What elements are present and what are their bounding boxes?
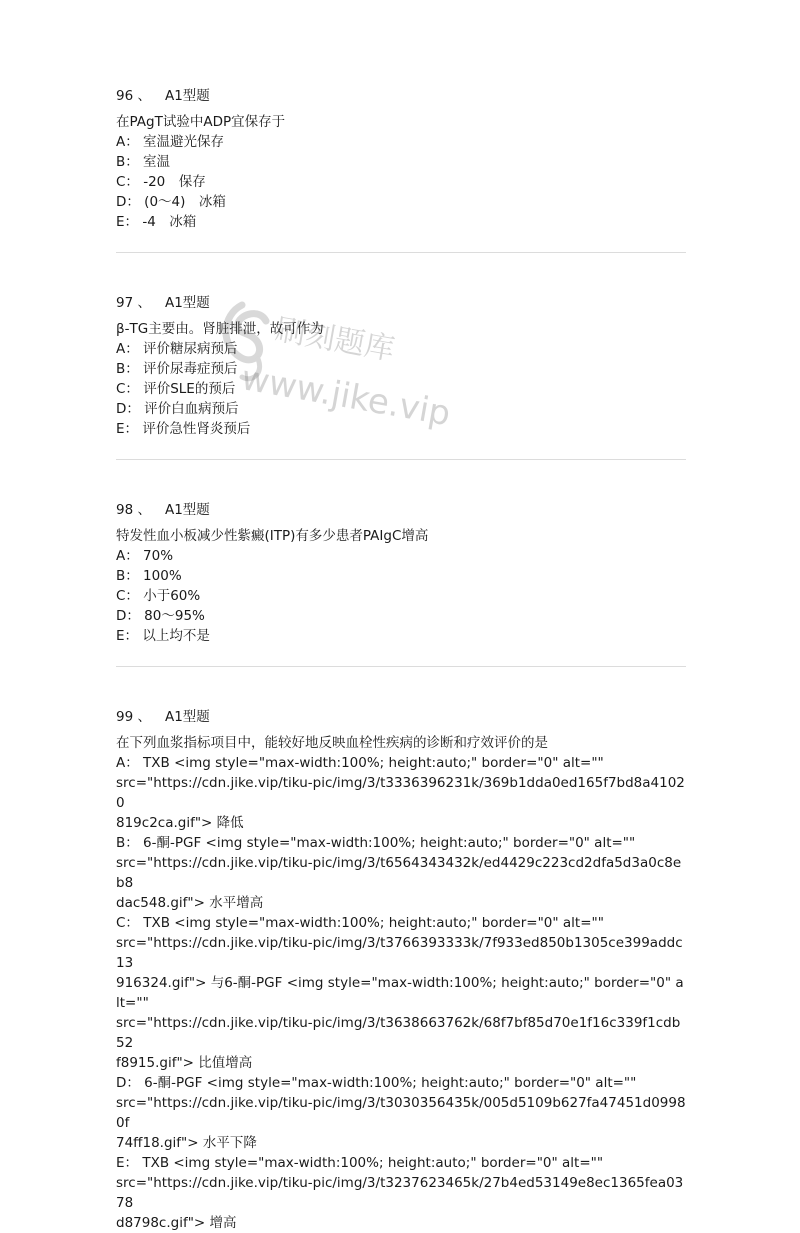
question-option-line: A： 评价糖尿病预后 — [116, 341, 238, 357]
section-divider — [116, 666, 686, 667]
question-option-line: D： (0～4) 冰箱 — [116, 194, 226, 210]
question-block — [116, 707, 686, 1233]
question-block — [116, 500, 686, 646]
question-header — [116, 293, 686, 313]
watermark-brand: 刷刻题库 — [272, 312, 398, 368]
question-header — [116, 707, 686, 727]
question-type: A1型题 — [164, 502, 210, 518]
question-option-line: C： -20 保存 — [116, 174, 206, 190]
question-option-line: 819c2ca.gif"> 降低 — [116, 815, 244, 831]
question-option-line: d8798c.gif"> 增高 — [116, 1215, 237, 1231]
question-option-line: A： TXB <img style="max-width:100%; height:auto;" border="0" alt="" — [116, 755, 604, 771]
question-option-line: D： 80～95% — [116, 608, 205, 624]
question-header — [116, 86, 686, 106]
question-option-line: A： 70% — [116, 548, 174, 564]
question-option-line: E： TXB <img style="max-width:100%; height:auto;" border="0" alt="" — [116, 1155, 604, 1171]
question-number: 97 、 — [116, 295, 151, 311]
question-number: 99 、 — [116, 709, 151, 725]
question-option-line: D： 评价白血病预后 — [116, 401, 239, 417]
question-option-line: E： -4 冰箱 — [116, 214, 197, 230]
question-option-line: B： 评价尿毒症预后 — [116, 361, 238, 377]
question-option-line: 916324.gif"> 与6-酮-PGF <img style="max-width:100%; height:auto;" border="0" alt="" — [116, 975, 684, 1011]
question-option-line: C： 小于60% — [116, 588, 201, 604]
question-stem: 特发性血小板减少性紫癜(ITP)有多少患者PAIgC增高 — [116, 528, 429, 544]
question-option-line: 74ff18.gif"> 水平下降 — [116, 1135, 257, 1151]
question-option-line: A： 室温避光保存 — [116, 134, 225, 150]
question-header — [116, 500, 686, 520]
question-option-line: src="https://cdn.jike.vip/tiku-pic/img/3/t3336396231k/369b1dda0ed165f7bd8a41020 — [116, 775, 685, 811]
question-option-line: src="https://cdn.jike.vip/tiku-pic/img/3/t3638663762k/68f7bf85d70e1f16c339f1cdb52 — [116, 1015, 681, 1051]
question-option-line: D： 6-酮-PGF <img style="max-width:100%; height:auto;" border="0" alt="" — [116, 1075, 637, 1091]
question-type: A1型题 — [164, 709, 210, 725]
question-stem: 在PAgT试验中ADP宜保存于 — [116, 114, 286, 130]
question-option-line: C： 评价SLE的预后 — [116, 381, 236, 397]
question-option-line: src="https://cdn.jike.vip/tiku-pic/img/3/t3766393333k/7f933ed850b1305ce399addc13 — [116, 935, 683, 971]
question-option-line: dac548.gif"> 水平增高 — [116, 895, 264, 911]
question-option-line: B： 室温 — [116, 154, 171, 170]
question-stem: 在下列血浆指标项目中，能较好地反映血栓性疾病的诊断和疗效评价的是 — [116, 735, 548, 751]
question-block — [116, 293, 686, 439]
exam-page — [116, 86, 686, 1233]
section-divider — [116, 459, 686, 460]
question-option-line: src="https://cdn.jike.vip/tiku-pic/img/3/t6564343432k/ed4429c223cd2dfa5d3a0c8eb8 — [116, 855, 682, 891]
question-option-line: src="https://cdn.jike.vip/tiku-pic/img/3/t3030356435k/005d5109b627fa47451d09980f — [116, 1095, 686, 1131]
watermark-url: www.jike.vip — [238, 358, 454, 435]
question-option-line: E： 以上均不是 — [116, 628, 210, 644]
question-option-line: f8915.gif"> 比值增高 — [116, 1055, 253, 1071]
question-type: A1型题 — [164, 295, 210, 311]
question-type: A1型题 — [164, 88, 210, 104]
question-option-line: B： 6-酮-PGF <img style="max-width:100%; height:auto;" border="0" alt="" — [116, 835, 636, 851]
question-option-line: src="https://cdn.jike.vip/tiku-pic/img/3/t3237623465k/27b4ed53149e8ec1365fea0378 — [116, 1175, 684, 1211]
section-divider — [116, 252, 686, 253]
question-number: 96 、 — [116, 88, 151, 104]
question-option-line: E： 评价急性肾炎预后 — [116, 421, 251, 437]
question-option-line: C： TXB <img style="max-width:100%; height:auto;" border="0" alt="" — [116, 915, 604, 931]
question-stem: β-TG主要由。肾脏排泄，故可作为 — [116, 321, 324, 337]
question-number: 98 、 — [116, 502, 151, 518]
question-block — [116, 86, 686, 232]
question-option-line: B： 100% — [116, 568, 182, 584]
